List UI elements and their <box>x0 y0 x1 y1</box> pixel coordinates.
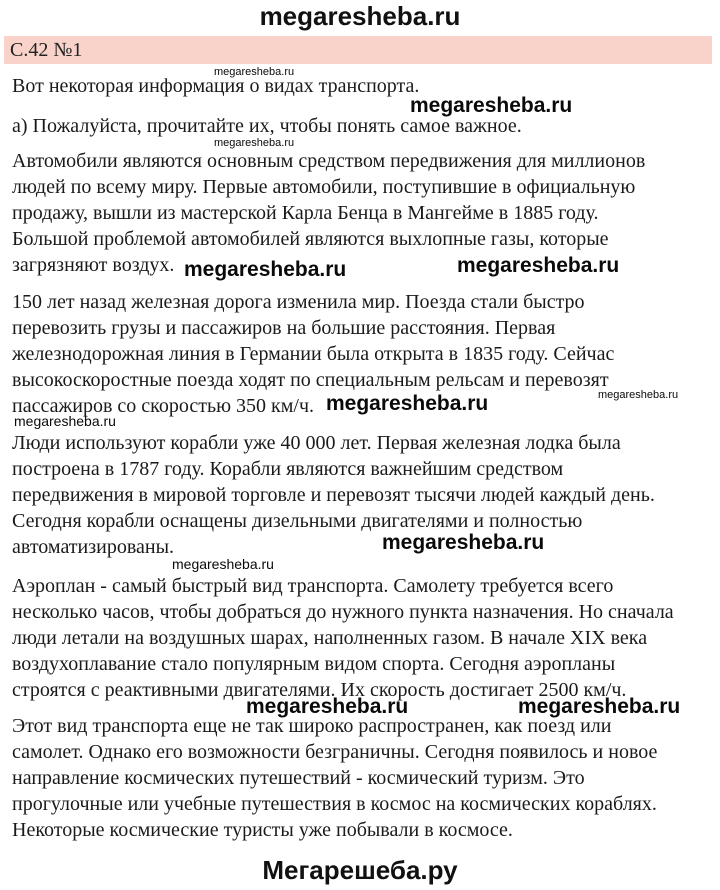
intro-line: Вот некоторая информация о видах транспорта. <box>12 75 420 97</box>
text-line: Этот вид транспорта еще не так широко распространен, как поезд или <box>12 715 612 737</box>
text-line: Аэроплан - самый быстрый вид транспорта. Самолету требуется всего <box>12 575 614 597</box>
text-line: продажу, вышли из мастерской Карла Бенца в Мангейме в 1885 году. <box>12 202 599 224</box>
watermark: megaresheba.ru <box>246 695 409 718</box>
watermark: megaresheba.ru <box>184 258 347 281</box>
text-line: 150 лет назад железная дорога изменила мир. Поезда стали быстро <box>12 291 585 313</box>
text-line: Автомобили являются основным средством передвижения для миллионов <box>12 150 646 172</box>
text-line: строятся с реактивными двигателями. Их скорость достигает 2500 км/ч. <box>12 679 627 701</box>
text-line: перевозить грузы и пассажиров на большие расстояния. Первая <box>12 317 556 339</box>
text-line: пассажиров со скоростью 350 км/ч. <box>12 395 315 417</box>
text-line: Большой проблемой автомобилей являются выхлопные газы, которые <box>12 228 609 250</box>
site-header: megaresheba.ru <box>259 1 461 31</box>
watermark: megaresheba.ru <box>382 531 545 554</box>
watermark: megaresheba.ru <box>214 66 295 78</box>
text-line: воздухоплавание стало популярным видом спорта. Сегодня аэропланы <box>12 653 616 675</box>
text-line: несколько часов, чтобы добраться до нужного пункта назначения. Но сначала <box>12 601 674 623</box>
text-line: прогулочные или учебные путешествия в космос на космических кораблях. <box>12 793 657 815</box>
text-line: высокоскоростные поезда ходят по специальным рельсам и перевозят <box>12 369 609 391</box>
text-line: Некоторые космические туристы уже побывали в космосе. <box>12 819 513 841</box>
text-line: Сегодня корабли оснащены дизельными двигателями и полностью <box>12 510 583 532</box>
watermark: megaresheba.ru <box>598 389 679 401</box>
text-line: передвижения в мировой торговле и перевозят тысячи людей каждый день. <box>12 484 655 506</box>
text-line: направление космических путешествий - космический туризм. Это <box>12 767 585 789</box>
instruction-line: а) Пожалуйста, прочитайте их, чтобы понять самое важное. <box>12 115 522 137</box>
text-line: люди летали на воздушных шарах, наполненных газом. В начале XIX века <box>12 627 648 649</box>
task-number-bar <box>4 36 712 64</box>
task-number: С.42 №1 <box>10 39 83 61</box>
watermark: megaresheba.ru <box>457 254 620 277</box>
text-line: Люди используют корабли уже 40 000 лет. Первая железная лодка была <box>12 432 621 454</box>
watermark: megaresheba.ru <box>214 137 295 149</box>
watermark: megaresheba.ru <box>14 413 116 429</box>
watermark: megaresheba.ru <box>172 556 274 572</box>
text-line: автоматизированы. <box>12 536 175 558</box>
text-line: самолет. Однако его возможности безграничны. Сегодня появилось и новое <box>12 741 658 763</box>
text-line: построена в 1787 году. Корабли являются важнейшим средством <box>12 458 564 480</box>
text-line: людей по всему миру. Первые автомобили, поступившие в официальную <box>12 176 636 198</box>
watermark: megaresheba.ru <box>410 94 573 117</box>
text-line: железнодорожная линия в Германии была открыта в 1835 году. Сейчас <box>12 343 615 365</box>
text-line: загрязняют воздух. <box>12 254 175 276</box>
site-footer: Мегарешеба.ру <box>262 855 458 885</box>
watermark: megaresheba.ru <box>326 392 489 415</box>
watermark: megaresheba.ru <box>518 695 681 718</box>
